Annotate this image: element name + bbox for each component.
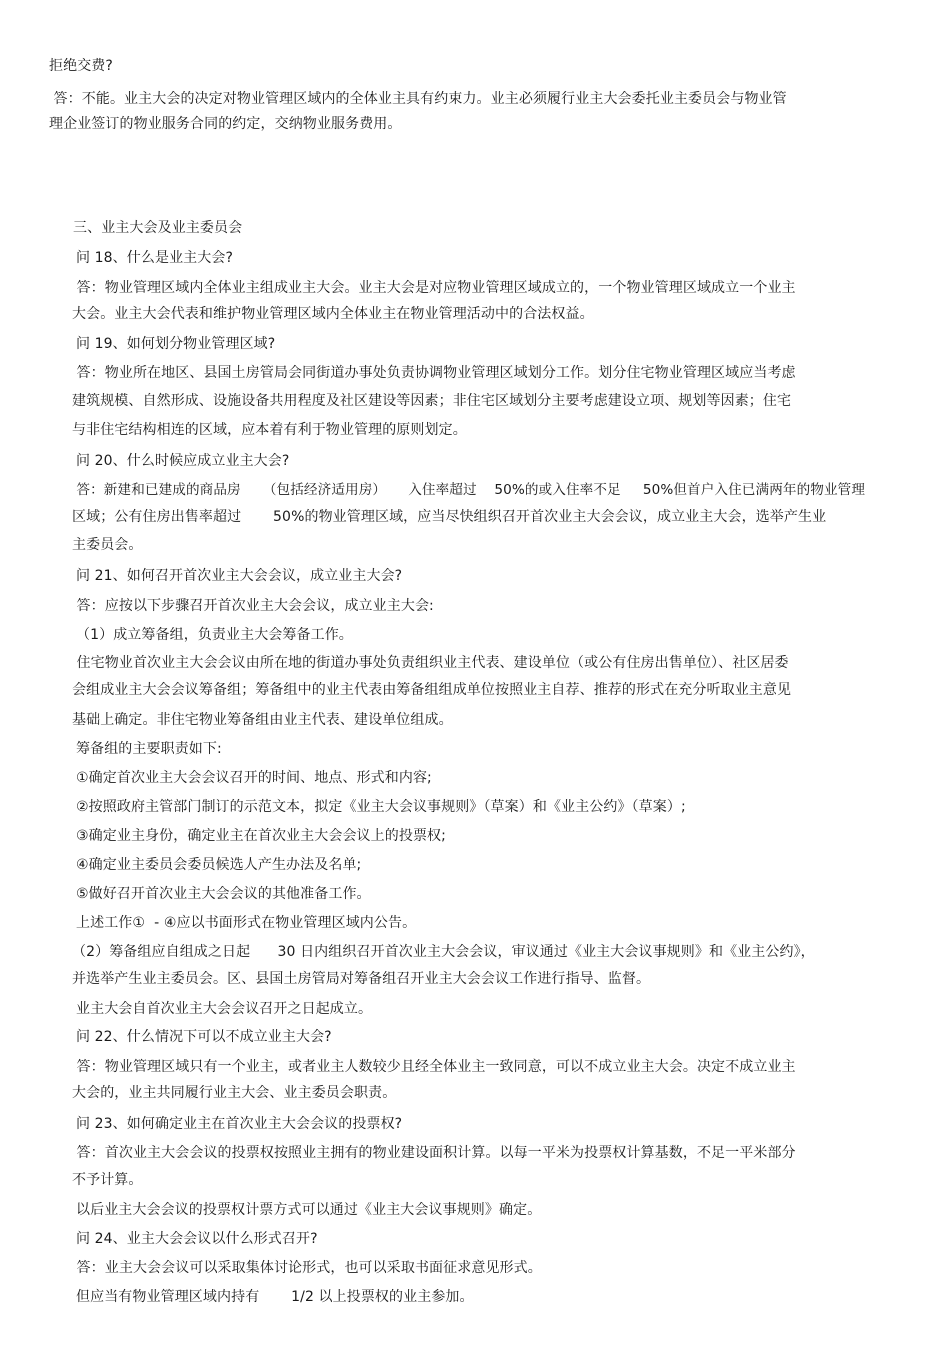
list-item: ②按照政府主管部门制订的示范文本，拟定《业主大会议事规则》（草案）和《业主公约》（草案）; <box>76 799 686 815</box>
question-line: 问 23、如何确定业主在首次业主大会会议的投票权? <box>76 1116 403 1132</box>
text-line: 主委员会。 <box>72 537 143 553</box>
text-line: 不予计算。 <box>72 1172 143 1188</box>
text-line: 会组成业主大会会议筹备组；筹备组中的业主代表由筹备组组成单位按照业主自荐、推荐的形式在充分听取业主意见 <box>72 682 792 698</box>
list-item: ③确定业主身份，确定业主在首次业主大会会议上的投票权; <box>76 828 446 844</box>
answer-line: 答：业主大会会议可以采取集体讨论形式，也可以采取书面征求意见形式。 <box>72 1260 542 1276</box>
text-line: 并选举产生业主委员会。区、县国土房管局对筹备组召开业主大会会议工作进行指导、监督。 <box>72 971 651 987</box>
text-line: （2）筹备组应自组成之日起 30 日内组织召开首次业主大会会议，审议通过《业主大会议事规则》和《业主公约》， <box>72 944 815 960</box>
text-line: 基础上确定。非住宅物业筹备组由业主代表、建设单位组成。 <box>72 712 453 728</box>
text-line: 与非住宅结构相连的区域，应本着有利于物业管理的原则划定。 <box>72 422 467 438</box>
answer-line: 答：应按以下步骤召开首次业主大会会议，成立业主大会: <box>72 598 434 614</box>
text-line: 大会的，业主共同履行业主大会、业主委员会职责。 <box>72 1085 397 1101</box>
text-line: 区域；公有住房出售率超过 50%的物业管理区域，应当尽快组织召开首次业主大会会议，成立业主大会，选举产生业 <box>72 509 827 525</box>
text-line: 拒绝交费? <box>49 58 113 74</box>
text-line: 上述工作① - ④应以书面形式在物业管理区域内公告。 <box>76 915 417 931</box>
text-line: 建筑规模、自然形成、设施设备共用程度及社区建设等因素；非住宅区域划分主要考虑建设立项、规划等因素；住宅 <box>72 393 792 409</box>
question-line: 问 24、业主大会会议以什么形式召开? <box>76 1231 318 1247</box>
question-line: 问 20、什么时候应成立业主大会? <box>76 453 290 469</box>
text-line: 大会。业主大会代表和维护物业管理区域内全体业主在物业管理活动中的合法权益。 <box>72 306 594 322</box>
text-line: 答：不能。业主大会的决定对物业管理区域内的全体业主具有约束力。业主必须履行业主大会委托业主委员会与物业管 <box>49 91 787 107</box>
text-line: 但应当有物业管理区域内持有 1/2 以上投票权的业主参加。 <box>76 1289 474 1305</box>
answer-line: 答：新建和已建成的商品房 （包括经济适用房） 入住率超过 50%的或入住率不足 50%但首户入住已满两年的物业管理 <box>72 482 866 498</box>
text-line: 理企业签订的物业服务合同的约定，交纳物业服务费用。 <box>49 116 402 132</box>
text-line: 筹备组的主要职责如下: <box>76 741 222 757</box>
question-line: 问 21、如何召开首次业主大会会议，成立业主大会? <box>76 568 403 584</box>
list-item: ④确定业主委员会委员候选人产生办法及名单; <box>76 857 362 873</box>
text-line: 业主大会自首次业主大会会议召开之日起成立。 <box>76 1001 373 1017</box>
text-line: 以后业主大会会议的投票权计票方式可以通过《业主大会议事规则》确定。 <box>76 1202 542 1218</box>
question-line: 问 22、什么情况下可以不成立业主大会? <box>76 1029 332 1045</box>
answer-line: 答：物业所在地区、县国土房管局会同街道办事处负责协调物业管理区域划分工作。划分住宅物业管理区域应当考虑 <box>72 365 796 381</box>
text-line: （1）成立筹备组，负责业主大会筹备工作。 <box>76 627 353 643</box>
question-line: 问 19、如何划分物业管理区域? <box>76 336 276 352</box>
text-line: 住宅物业首次业主大会会议由所在地的街道办事处负责组织业主代表、建设单位（或公有住房出售单位）、社区居委 <box>72 655 789 671</box>
question-line: 问 18、什么是业主大会? <box>76 250 233 266</box>
answer-line: 答：物业管理区域内全体业主组成业主大会。业主大会是对应物业管理区域成立的，一个物业管理区域成立一个业主 <box>72 280 796 296</box>
answer-line: 答：物业管理区域只有一个业主，或者业主人数较少且经全体业主一致同意，可以不成立业主大会。决定不成立业主 <box>72 1059 796 1075</box>
list-item: ①确定首次业主大会会议召开的时间、地点、形式和内容; <box>76 770 432 786</box>
answer-line: 答：首次业主大会会议的投票权按照业主拥有的物业建设面积计算。以每一平米为投票权计算基数，不足一平米部分 <box>72 1145 796 1161</box>
list-item: ⑤做好召开首次业主大会会议的其他准备工作。 <box>76 886 371 902</box>
section-heading: 三、业主大会及业主委员会 <box>73 220 243 236</box>
